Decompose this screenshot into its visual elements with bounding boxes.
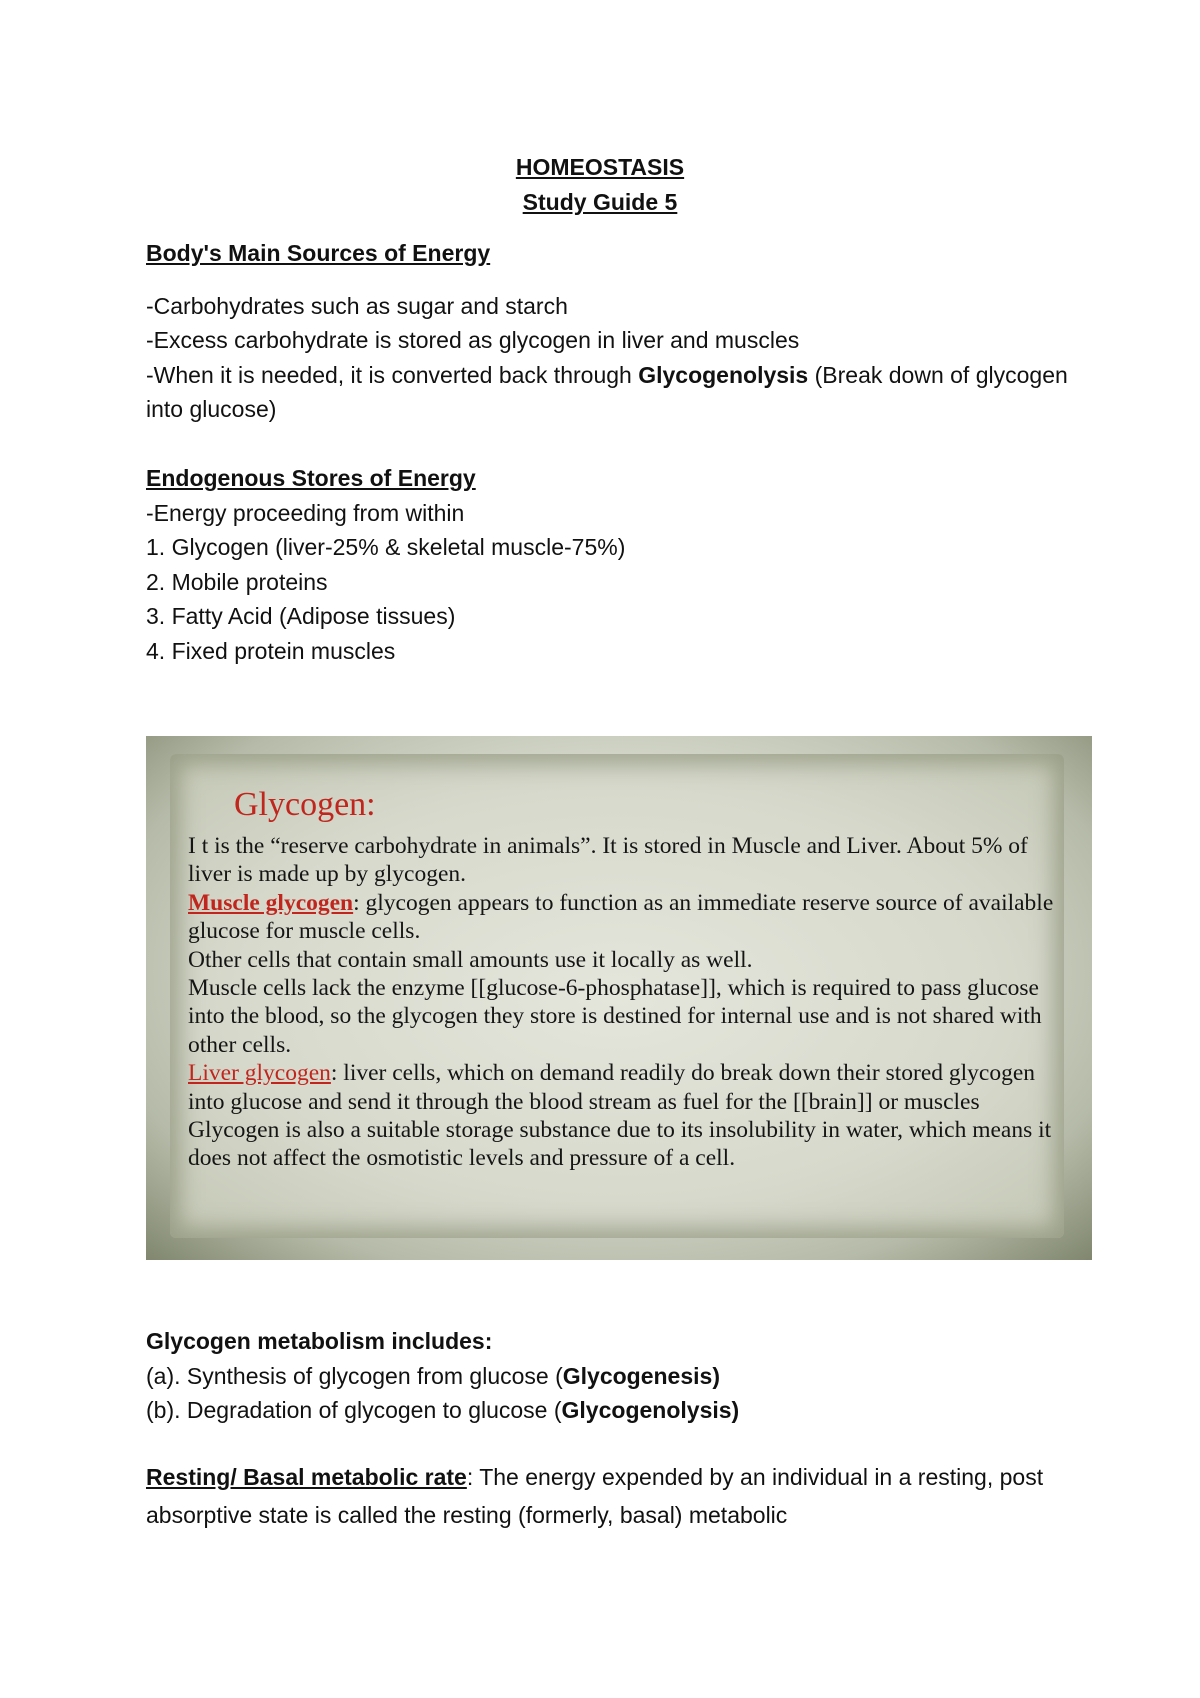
energy-sources-heading: Body's Main Sources of Energy bbox=[146, 240, 491, 266]
metabolism-heading: Glycogen metabolism includes: bbox=[146, 1328, 493, 1354]
panel-liver bbox=[188, 1059, 1068, 1116]
endogenous-intro: -Energy proceeding from within bbox=[146, 499, 465, 526]
panel-muscle bbox=[188, 889, 1068, 946]
energy-line-3 bbox=[146, 358, 1086, 427]
glycogen-panel-title: Glycogen: bbox=[234, 786, 376, 823]
panel-para-1: I t is the “reserve carbohydrate in animals”. It is stored in Muscle and Liver. About 5% of liver is made up by glycogen. bbox=[188, 833, 1028, 888]
metabolism-b-pre: (b). Degradation of glycogen to glucose ( bbox=[146, 1397, 562, 1423]
endogenous-heading: Endogenous Stores of Energy bbox=[146, 465, 476, 491]
liver-glycogen-text: : liver cells, which on demand readily do break down their stored glycogen into glucose and send it through the blood stream as fuel for the [[brain]] or muscles bbox=[188, 1060, 1036, 1115]
bmr-paragraph bbox=[146, 1458, 1086, 1534]
endogenous-item: 4. Fixed protein muscles bbox=[146, 637, 396, 664]
title-block bbox=[0, 150, 1200, 220]
bmr-text: : The energy expended by an individual in a resting, post absorptive state is called the resting (formerly, basal) metabolic bbox=[146, 1464, 1044, 1528]
document-subtitle: Study Guide 5 bbox=[522, 189, 678, 215]
bmr-section bbox=[146, 1458, 1086, 1534]
energy-line-1: -Carbohydrates such as sugar and starch bbox=[146, 292, 568, 319]
muscle-glycogen-text: : glycogen appears to function as an immediate reserve source of available glucose for muscle cells. bbox=[188, 889, 1054, 945]
glycogen-panel-text bbox=[188, 832, 1068, 1173]
liver-glycogen-label: Liver glycogen bbox=[188, 1060, 331, 1087]
metabolism-b-post: ) bbox=[731, 1397, 740, 1423]
endogenous-item: 1. Glycogen (liver-25% & skeletal muscle-75%) bbox=[146, 534, 626, 560]
endogenous-section bbox=[146, 461, 1086, 668]
glycogenolysis-term: Glycogenolysis bbox=[638, 361, 809, 388]
metabolism-a-pre: (a). Synthesis of glycogen from glucose ( bbox=[146, 1362, 563, 1389]
panel-storage: Glycogen is also a suitable storage substance due to its insolubility in water, which means it does not affect the osmotistic levels and pressure of a cell. bbox=[188, 1117, 1052, 1172]
energy-line-2: -Excess carbohydrate is stored as glycogen in liver and muscles bbox=[146, 327, 800, 353]
panel-muscle-lack: Muscle cells lack the enzyme [[glucose-6-phosphatase]], which is required to pass glucose into the blood, so the glycogen they store is destined for internal use and is not shared with other cells. bbox=[188, 975, 1042, 1058]
panel-other-cells: Other cells that contain small amounts use it locally as well. bbox=[188, 946, 753, 973]
endogenous-item: 2. Mobile proteins bbox=[146, 568, 328, 595]
energy-line-3-post: (Break down of glycogen into glucose) bbox=[146, 361, 1068, 422]
metabolism-a-post: ) bbox=[712, 1362, 720, 1389]
document-title: HOMEOSTASIS bbox=[515, 154, 685, 180]
metabolism-item-a bbox=[146, 1359, 1086, 1394]
glycogenolysis-term-b: Glycogenolysis bbox=[561, 1397, 732, 1423]
energy-sources-section bbox=[146, 236, 1086, 427]
glycogen-image-panel bbox=[146, 736, 1092, 1260]
metabolism-item-b bbox=[146, 1393, 1086, 1428]
bmr-label: Resting/ Basal metabolic rate bbox=[146, 1464, 467, 1490]
endogenous-item: 3. Fatty Acid (Adipose tissues) bbox=[146, 603, 456, 629]
energy-line-3-pre: -When it is needed, it is converted back through bbox=[146, 361, 639, 388]
glycogenesis-term: Glycogenesis bbox=[562, 1362, 713, 1389]
muscle-glycogen-label: Muscle glycogen bbox=[188, 889, 354, 916]
metabolism-section bbox=[146, 1324, 1086, 1428]
